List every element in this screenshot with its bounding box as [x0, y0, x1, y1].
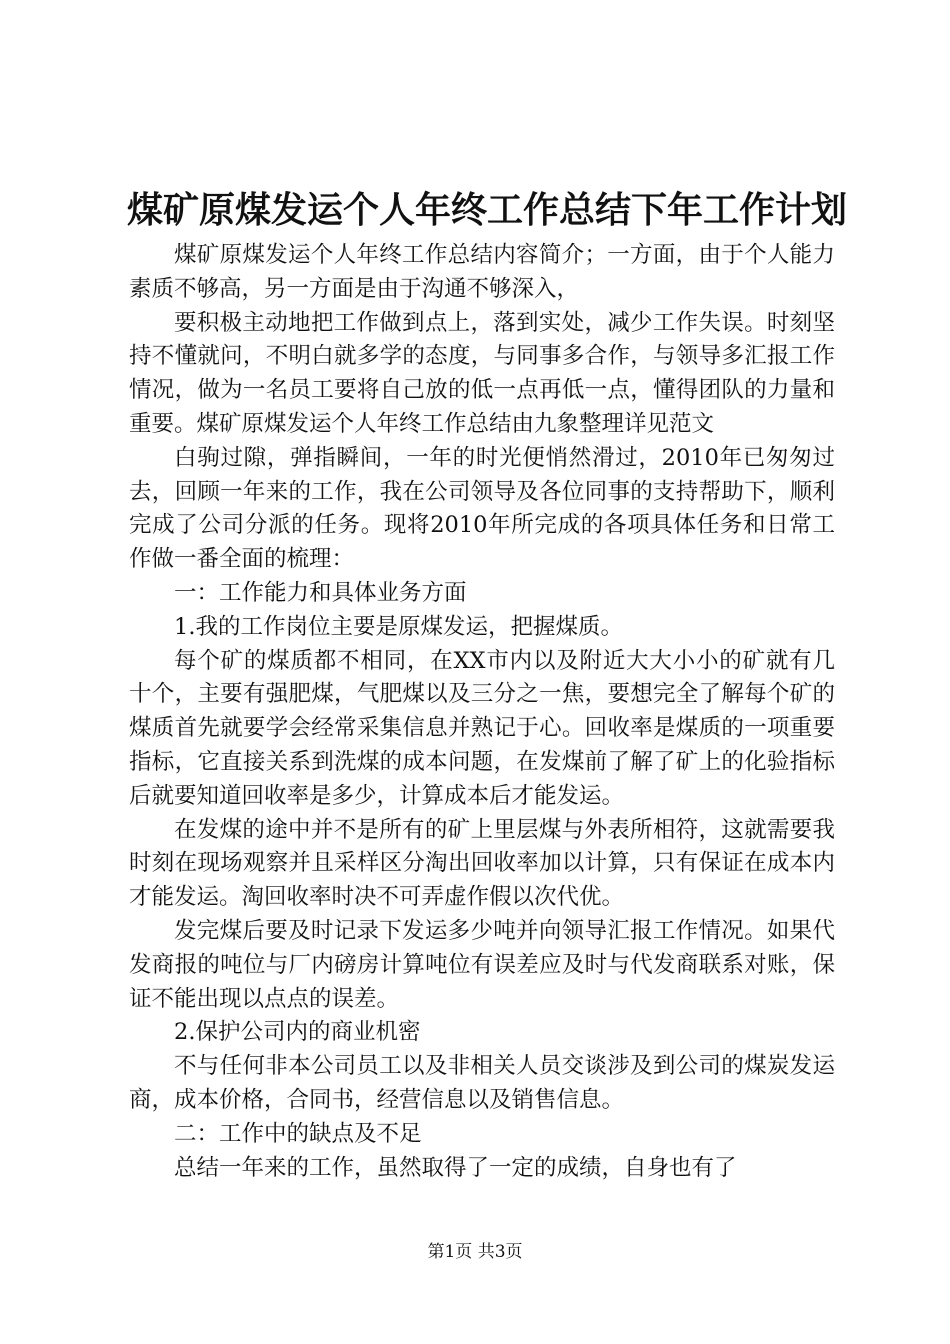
paragraph: 煤矿原煤发运个人年终工作总结内容简介；一方面，由于个人能力素质不够高，另一方面是由于沟通不够深入，: [129, 242, 835, 302]
paragraph: 白驹过隙，弹指瞬间，一年的时光便悄然滑过，2010年已匆匆过去，回顾一年来的工作，我在公司领导及各位同事的支持帮助下，顺利完成了公司分派的任务。现将2010年所完成的各项具体任务和日常工作做一番全面的梳理：: [129, 444, 835, 573]
paragraph: 在发煤的途中并不是所有的矿上里层煤与外表所相符，这就需要我时刻在现场观察并且采样区分淘出回收率加以计算，只有保证在成本内才能发运。淘回收率时决不可弄虚作假以次代优。: [129, 816, 835, 911]
paragraph: 总结一年来的工作，虽然取得了一定的成绩，自身也有了: [174, 1154, 737, 1181]
sub-heading: 1.我的工作岗位主要是原煤发运，把握煤质。: [174, 613, 623, 640]
document-body: [129, 239, 835, 1185]
paragraph: 发完煤后要及时记录下发运多少吨并向领导汇报工作情况。如果代发商报的吨位与厂内磅房计算吨位有误差应及时与代发商联系对账，保证不能出现以点点的误差。: [129, 917, 835, 1012]
section-heading: 一：工作能力和具体业务方面: [174, 579, 467, 606]
page-indicator: 第1页 共3页: [427, 1242, 523, 1262]
paragraph: 要积极主动地把工作做到点上，落到实处，减少工作失误。时刻坚持不懂就问，不明白就多学的态度，与同事多合作，与领导多汇报工作情况，做为一名员工要将自己放的低一点再低一点，懂得团队的力量和重要。煤矿原煤发运个人年终工作总结由九象整理详见范文: [129, 309, 835, 437]
document-title: 煤矿原煤发运个人年终工作总结下年工作计划: [127, 189, 848, 231]
paragraph: 不与任何非本公司员工以及非相关人员交谈涉及到公司的煤炭发运商，成本价格，合同书，经营信息以及销售信息。: [129, 1053, 835, 1113]
paragraph: 每个矿的煤质都不相同，在XX市内以及附近大大小小的矿就有几十个，主要有强肥煤，气肥煤以及三分之一焦，要想完全了解每个矿的煤质首先就要学会经常采集信息并熟记于心。回收率是煤质的一项重要指标，它直接关系到洗煤的成本问题，在发煤前了解了矿上的化验指标后就要知道回收率是多少，计算成本后才能发运。: [129, 647, 835, 809]
sub-heading: 2.保护公司内的商业机密: [174, 1019, 421, 1046]
section-heading: 二：工作中的缺点及不足: [174, 1120, 422, 1147]
